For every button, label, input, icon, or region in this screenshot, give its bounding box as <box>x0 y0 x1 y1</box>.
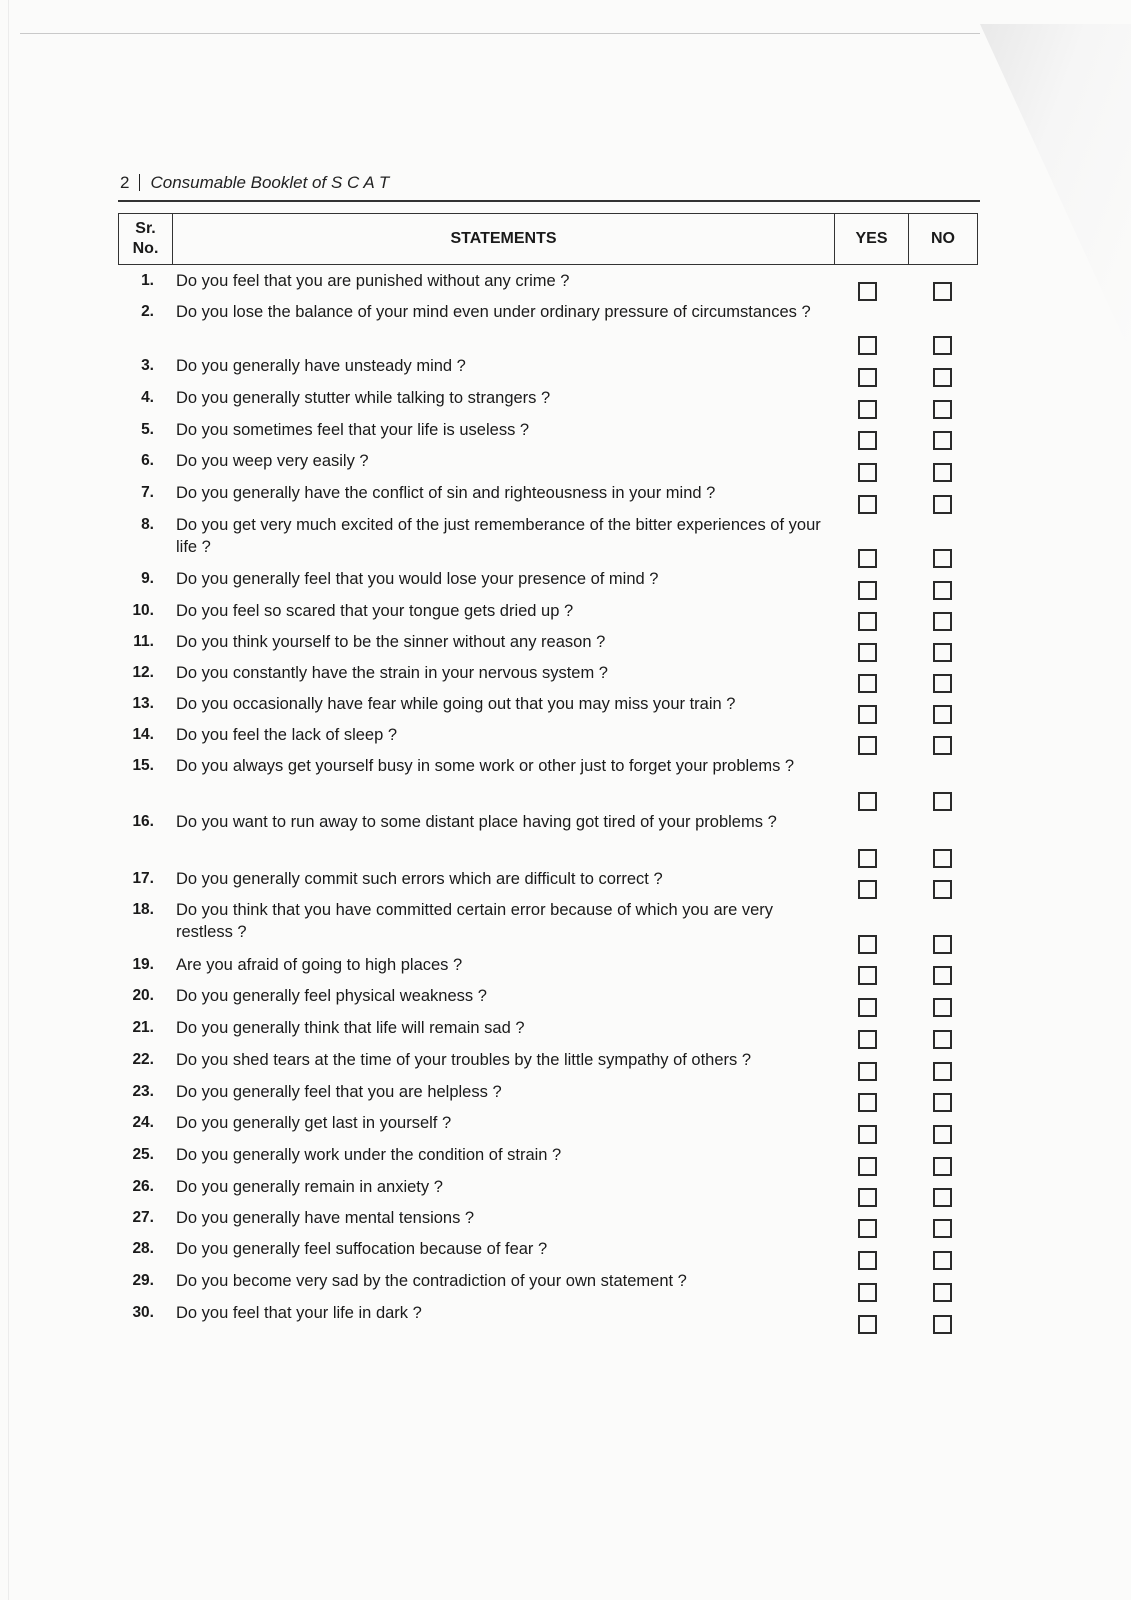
no-checkbox[interactable] <box>933 1251 952 1270</box>
question-number: 4. <box>141 389 154 406</box>
no-checkbox[interactable] <box>933 463 952 482</box>
yes-checkbox[interactable] <box>858 935 877 954</box>
question-row <box>118 1112 980 1144</box>
yes-checkbox[interactable] <box>858 966 877 985</box>
yes-checkbox[interactable] <box>858 400 877 419</box>
question-text: Do you occasionally have fear while going out that you may miss your train ? <box>176 695 736 713</box>
yes-checkbox[interactable] <box>858 431 877 450</box>
question-number: 30. <box>132 1304 154 1321</box>
yes-checkbox[interactable] <box>858 336 877 355</box>
sr-no-header <box>119 214 173 264</box>
yes-checkbox[interactable] <box>858 1188 877 1207</box>
no-checkbox[interactable] <box>933 880 952 899</box>
question-text: Do you want to run away to some distant place having got tired of your problems ? <box>176 813 777 831</box>
question-text: Do you generally have the conflict of sin and righteousness in your mind ? <box>176 484 716 502</box>
question-row <box>118 631 980 662</box>
yes-checkbox[interactable] <box>858 643 877 662</box>
question-row <box>118 568 980 600</box>
yes-checkbox[interactable] <box>858 1157 877 1176</box>
question-row <box>118 868 980 899</box>
question-text: Do you become very sad by the contradiction of your own statement ? <box>176 1272 687 1290</box>
question-number: 11. <box>133 633 154 650</box>
sr-header-line1: Sr. <box>135 220 156 237</box>
sr-header-line2: No. <box>132 240 159 257</box>
question-number: 15. <box>132 757 154 774</box>
yes-checkbox[interactable] <box>858 549 877 568</box>
no-checkbox[interactable] <box>933 1157 952 1176</box>
no-checkbox[interactable] <box>933 1188 952 1207</box>
question-row <box>118 301 980 355</box>
yes-checkbox[interactable] <box>858 849 877 868</box>
yes-checkbox[interactable] <box>858 1125 877 1144</box>
question-row <box>118 1176 980 1207</box>
question-row <box>118 1081 980 1112</box>
yes-checkbox[interactable] <box>858 495 877 514</box>
page-corner-fold <box>980 24 1131 354</box>
yes-checkbox[interactable] <box>858 1315 877 1334</box>
question-row <box>118 985 980 1017</box>
yes-checkbox[interactable] <box>858 581 877 600</box>
question-row <box>118 355 980 387</box>
yes-checkbox[interactable] <box>858 674 877 693</box>
yes-checkbox[interactable] <box>858 1030 877 1049</box>
question-text: Do you generally commit such errors which are difficult to correct ? <box>176 870 663 888</box>
question-number: 23. <box>132 1083 154 1100</box>
no-checkbox[interactable] <box>933 1030 952 1049</box>
question-number: 2. <box>141 303 154 320</box>
no-checkbox[interactable] <box>933 336 952 355</box>
question-row <box>118 482 980 514</box>
no-checkbox[interactable] <box>933 935 952 954</box>
question-row <box>118 755 980 811</box>
question-number: 19. <box>132 956 154 973</box>
yes-checkbox[interactable] <box>858 1062 877 1081</box>
question-row <box>118 600 980 631</box>
yes-checkbox[interactable] <box>858 612 877 631</box>
question-row <box>118 724 980 755</box>
question-number: 6. <box>141 452 154 469</box>
question-row <box>118 270 980 301</box>
yes-checkbox[interactable] <box>858 880 877 899</box>
question-number: 5. <box>141 421 154 438</box>
question-number: 21. <box>132 1019 154 1036</box>
question-text: Do you shed tears at the time of your troubles by the little sympathy of others ? <box>176 1051 752 1069</box>
yes-checkbox[interactable] <box>858 705 877 724</box>
question-row <box>118 419 980 450</box>
booklet-title: Consumable Booklet of S C A T <box>150 173 390 192</box>
no-checkbox[interactable] <box>933 966 952 985</box>
no-checkbox[interactable] <box>933 736 952 755</box>
no-checkbox[interactable] <box>933 1125 952 1144</box>
question-text: Do you generally have mental tensions ? <box>176 1209 475 1227</box>
no-checkbox[interactable] <box>933 674 952 693</box>
question-number: 20. <box>132 987 154 1004</box>
question-number: 1. <box>141 272 154 289</box>
header-rule <box>118 200 980 202</box>
question-number: 27. <box>132 1209 154 1226</box>
question-text: Do you think that you have committed certain error because of which you are very restless ? <box>176 901 774 941</box>
running-header <box>120 173 980 193</box>
no-checkbox[interactable] <box>933 1283 952 1302</box>
no-checkbox[interactable] <box>933 282 952 301</box>
question-row <box>118 1017 980 1049</box>
no-checkbox[interactable] <box>933 549 952 568</box>
no-checkbox[interactable] <box>933 431 952 450</box>
question-text: Do you generally feel that you would lose your presence of mind ? <box>176 570 659 588</box>
yes-checkbox[interactable] <box>858 792 877 811</box>
question-row <box>118 811 980 868</box>
question-row <box>118 1238 980 1270</box>
yes-checkbox[interactable] <box>858 998 877 1017</box>
question-text: Do you generally stutter while talking to strangers ? <box>176 389 551 407</box>
statements-header: STATEMENTS <box>173 214 835 264</box>
question-row <box>118 954 980 985</box>
question-number: 29. <box>132 1272 154 1289</box>
yes-checkbox[interactable] <box>858 368 877 387</box>
question-number: 25. <box>132 1146 154 1163</box>
no-checkbox[interactable] <box>933 705 952 724</box>
statement-list <box>118 270 980 1334</box>
question-number: 16. <box>132 813 154 830</box>
question-text: Do you feel that your life in dark ? <box>176 1304 422 1322</box>
yes-checkbox[interactable] <box>858 736 877 755</box>
no-checkbox[interactable] <box>933 1219 952 1238</box>
question-text: Do you always get yourself busy in some work or other just to forget your problems ? <box>176 757 795 775</box>
no-checkbox[interactable] <box>933 581 952 600</box>
page-number: 2 <box>120 173 130 192</box>
question-text: Do you generally feel suffocation because of fear ? <box>176 1240 548 1258</box>
header-separator <box>139 174 140 191</box>
no-checkbox[interactable] <box>933 1062 952 1081</box>
no-checkbox[interactable] <box>933 998 952 1017</box>
question-number: 18. <box>132 901 154 918</box>
question-number: 9. <box>141 570 154 587</box>
page-edge <box>8 0 9 1600</box>
question-row <box>118 514 980 568</box>
no-checkbox[interactable] <box>933 1093 952 1112</box>
no-checkbox[interactable] <box>933 792 952 811</box>
question-text: Are you afraid of going to high places ? <box>176 956 463 974</box>
no-header: NO <box>931 230 955 247</box>
no-checkbox[interactable] <box>933 612 952 631</box>
question-row <box>118 899 980 954</box>
yes-checkbox[interactable] <box>858 463 877 482</box>
question-number: 7. <box>141 484 154 501</box>
question-number: 22. <box>132 1051 154 1068</box>
question-text: Do you generally think that life will remain sad ? <box>176 1019 525 1037</box>
yes-checkbox[interactable] <box>858 1093 877 1112</box>
question-text: Do you generally work under the condition of strain ? <box>176 1146 562 1164</box>
question-text: Do you think yourself to be the sinner without any reason ? <box>176 633 606 651</box>
question-row <box>118 387 980 419</box>
question-text: Do you generally remain in anxiety ? <box>176 1178 443 1196</box>
question-row <box>118 1270 980 1302</box>
yes-checkbox[interactable] <box>858 1283 877 1302</box>
question-number: 3. <box>141 357 154 374</box>
no-checkbox[interactable] <box>933 400 952 419</box>
question-row <box>118 1207 980 1238</box>
question-row <box>118 662 980 693</box>
question-text: Do you generally have unsteady mind ? <box>176 357 466 375</box>
question-number: 12. <box>132 664 154 681</box>
question-text: Do you generally get last in yourself ? <box>176 1114 452 1132</box>
question-number: 17. <box>132 870 154 887</box>
question-number: 26. <box>132 1178 154 1195</box>
question-row <box>118 693 980 724</box>
no-checkbox[interactable] <box>933 643 952 662</box>
question-number: 14. <box>132 726 154 743</box>
yes-header: YES <box>835 214 909 264</box>
no-checkbox[interactable] <box>933 368 952 387</box>
question-text: Do you generally feel that you are helpless ? <box>176 1083 502 1101</box>
question-text: Do you lose the balance of your mind even under ordinary pressure of circumstances ? <box>176 303 811 321</box>
question-text: Do you weep very easily ? <box>176 452 369 470</box>
page-top-edge <box>20 33 980 34</box>
yes-checkbox[interactable] <box>858 1219 877 1238</box>
no-checkbox[interactable] <box>933 1315 952 1334</box>
question-text: Do you feel the lack of sleep ? <box>176 726 398 744</box>
question-row <box>118 450 980 482</box>
question-row <box>118 1144 980 1176</box>
question-text: Do you generally feel physical weakness ? <box>176 987 487 1005</box>
table-header <box>118 213 978 265</box>
question-row <box>118 1049 980 1081</box>
yes-checkbox[interactable] <box>858 1251 877 1270</box>
question-text: Do you constantly have the strain in your nervous system ? <box>176 664 608 682</box>
question-number: 10. <box>132 602 154 619</box>
question-row <box>118 1302 980 1334</box>
question-number: 13. <box>132 695 154 712</box>
question-number: 24. <box>132 1114 154 1131</box>
question-text: Do you get very much excited of the just rememberance of the bitter experiences of your life ? <box>176 516 821 556</box>
question-text: Do you sometimes feel that your life is useless ? <box>176 421 530 439</box>
yes-checkbox[interactable] <box>858 282 877 301</box>
no-checkbox[interactable] <box>933 495 952 514</box>
no-checkbox[interactable] <box>933 849 952 868</box>
question-text: Do you feel that you are punished without any crime ? <box>176 272 570 290</box>
question-text: Do you feel so scared that your tongue gets dried up ? <box>176 602 574 620</box>
question-number: 28. <box>132 1240 154 1257</box>
question-number: 8. <box>141 516 154 533</box>
